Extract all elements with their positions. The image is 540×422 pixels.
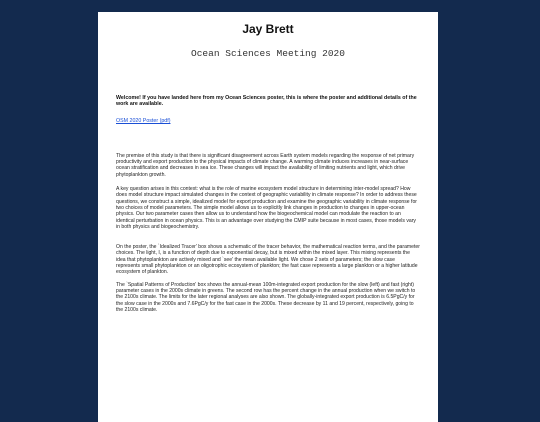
paragraph-idealized-tracer: On the poster, the `Idealized Tracer' box shows a schematic of the tracer behavior, the mathematical reaction terms, and the parameter choices. The light, I, is a function of depth due to exponential decay, but is mixed within the mixed layer. This mixing represents the idea that phytoplankton are actively mixed and `see' the mean available light. We chose 2 sets of parameters; the slow case represents small phytoplankton or an oligotrophic ecosystem of plankton; the fast case represents a large plankton or a higher latitude ecosystem of plankton. bbox=[116, 244, 420, 276]
welcome-message: Welcome! If you have landed here from my Ocean Sciences poster, this is where the poster and additional details of the work are available. bbox=[116, 95, 417, 108]
page-subtitle: Ocean Sciences Meeting 2020 bbox=[191, 48, 345, 59]
poster-pdf-link[interactable]: OSM 2020 Poster (pdf) bbox=[116, 117, 171, 124]
paragraph-spatial-patterns: The `Spatial Patterns of Production' box shows the annual-mean 100m-integrated export production for the slow (left) and fast (right) parameter cases in the 2000s climate in greens. The second row has the percent change in the annual production when we switch to the 2100s climate. The limits for the later regional analyses are also shown. The globally-integrated export production is 6.5PgC/y for the slow case in the 2000s and 7.6PgC/y for the fast case in the 2000s. These decrease by 11 and 19 percent, respectively, going to the 2100s climate. bbox=[116, 281, 416, 313]
content-page bbox=[98, 12, 438, 422]
paragraph-premise: The premise of this study is that there is significant disagreement across Earth system models regarding the response of net primary productivity and export production to the physical impacts of climate change. A warming climate induces increases in near-surface ocean stratification and decreases in sea ice. These changes will impact the availability of limiting nutrients and light, which drive phytoplankton growth. bbox=[116, 152, 415, 178]
page-title: Jay Brett bbox=[242, 22, 294, 36]
paragraph-key-question: A key question arises in this context: what is the role of marine ecosystem model structure in determining inter-model spread? How does model structure impact simulated changes in the context of geographic variability in climate response? In order to address these questions, we construct a simple, idealized model for export production and examine the geographic variability in climate response for two choices of model parameters. The simple model allows us to explicitly link changes in production to changes in upper-ocean physics. Our two parameter cases then allow us to understand how the biogeochemical model can modulate the reaction to an identical perturbation in ocean physics. This is an advantage over studying the CMIP suite because in most cases, those models vary in both physics and biogeochemistry. bbox=[116, 185, 417, 230]
